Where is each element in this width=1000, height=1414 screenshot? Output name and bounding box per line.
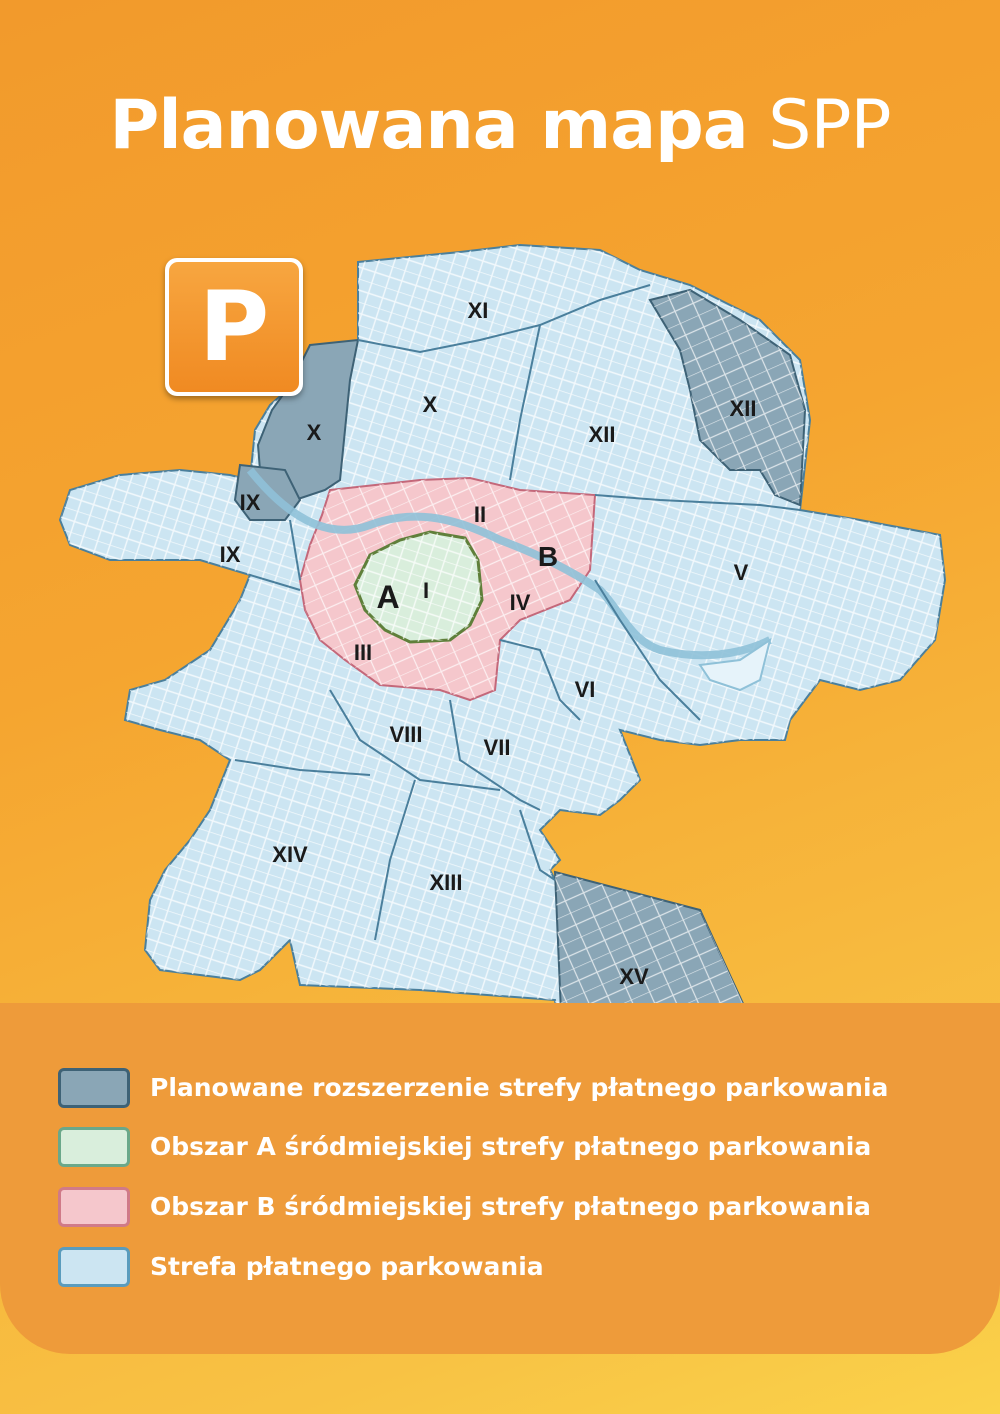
zone-label-ix: IX [219,542,241,567]
legend-panel [0,1003,1000,1354]
legend-swatch-area-a [58,1127,130,1167]
zone-label-iii: III [353,640,373,665]
zone-label-vi: VI [574,677,596,702]
legend-label-expansion: Planowane rozszerzenie strefy płatnego parkowania [150,1073,889,1102]
legend-swatch-area-b [58,1187,130,1227]
zone-label-vii: VII [483,735,511,760]
zone-label-xi: XI [467,298,489,323]
legend-swatch-expansion [58,1068,130,1108]
zone-label-iv: IV [509,590,531,615]
zone-label-viii: VIII [389,722,423,747]
title-bold: Planowana mapa [109,86,748,165]
zone-label-a: A [376,579,400,615]
zone-label-xiii: XIII [429,870,463,895]
zone-label-x: X [422,392,438,417]
legend-label-area-b: Obszar B śródmiejskiej strefy płatnego parkowania [150,1192,871,1221]
legend-label-zone: Strefa płatnego parkowania [150,1252,544,1281]
parking-sign-letter: P [169,262,299,392]
zone-label-ii: II [473,502,487,527]
zone-label-x-expansion: X [306,420,322,445]
title-light: SPP [768,86,891,165]
zone-label-ix-expansion: IX [239,490,261,515]
zone-label-v: V [733,560,749,585]
zone-label-xv: XV [619,964,649,989]
zone-label-i: I [422,578,430,603]
legend-label-area-a: Obszar A śródmiejskiej strefy płatnego parkowania [150,1132,872,1161]
zone-label-xiv: XIV [272,842,308,867]
parking-sign-icon [165,258,303,396]
legend-swatch-zone [58,1247,130,1287]
zone-label-xii-expansion: XII [729,396,757,421]
zone-label-xii: XII [588,422,616,447]
zone-label-b: B [537,541,559,572]
